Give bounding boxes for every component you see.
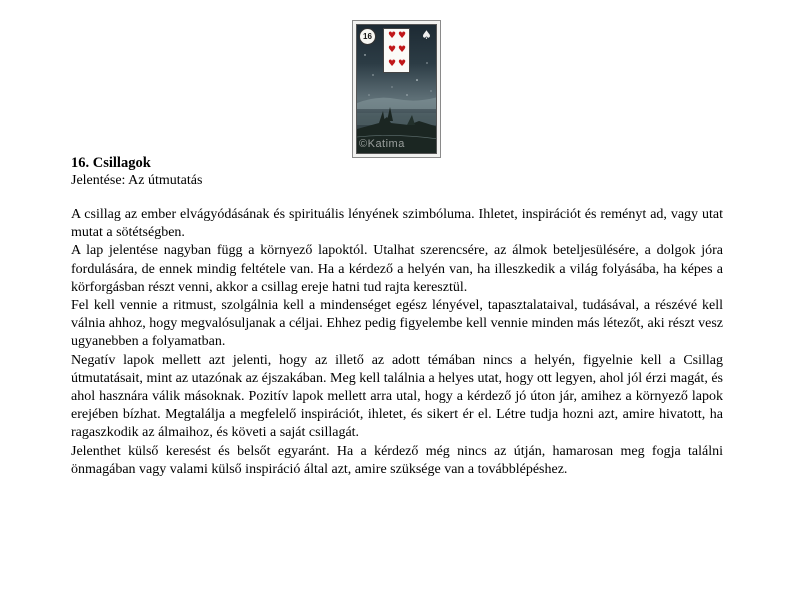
heart-icon: ♥: [398, 59, 407, 69]
heart-icon: ♥: [388, 45, 397, 55]
lenormand-card-image: [352, 20, 441, 158]
heart-icon: ♥: [398, 31, 407, 41]
heart-icon: ♥: [388, 59, 397, 69]
card-number: 16: [359, 28, 376, 45]
card-night-scene: [356, 24, 437, 154]
paragraph: A csillag az ember elvágyódásának és spirituális lényének szimbóluma. Ihletet, inspirációt és reményt ad, vagy utat mutat a sötétségben.: [71, 207, 723, 241]
paragraph: Negatív lapok mellett azt jelenti, hogy az illető az adott témában nincs a helyén, figyelnie kell a Csillag útmutatásait, mint az utazónak az éjszakában. Meg kell találnia a helyes utat, hogy ott legyen, ahol jól érzi magát, és ahol hasznára válik másoknak. Pozitív lapok mellett arra utal, hogy a kérdező jó úton jár, amihez a környező lapok erejében bízhat. Megtalálja a megfelelő inspirációt, ihletet, és sikert ér el. Létre tudja hozni azt, amire hivatott, ha ragaszkodik az álmaihoz, és követi a saját csillagát.: [71, 352, 723, 441]
spade-icon: ♠: [421, 28, 432, 42]
six-of-hearts-inset: [383, 28, 410, 73]
card-meaning: Jelentése: Az útmutatás: [71, 173, 203, 188]
paragraph: Fel kell vennie a ritmust, szolgálnia kell a mindenséget egész lényével, tapasztalataival, tudásával, a részévé kell válnia ahhoz, hogy megvalósuljanak a céljai. Ehhez pedig figyelembe kell vennie minden más létezőt, aki részt vesz ugyanebben a folyamatban.: [71, 298, 723, 350]
heart-icon: ♥: [398, 45, 407, 55]
card-description: [71, 155, 723, 479]
heart-icon: ♥: [388, 31, 397, 41]
paragraph: A lap jelentése nagyban függ a környező lapoktól. Utalhat szerencsére, az álmok beteljesülésére, a dolgok jóra fordulására, de ennek mindig feltétele van. Ha a kérdező a helyén van, ha illeszkedik a világ folyásába, ha képes a körforgásban részt venni, akkor a csillag ereje hatni tud rajta keresztül.: [71, 243, 723, 295]
copyright-watermark: ©Katima: [359, 138, 405, 150]
card-title: 16. Csillagok: [71, 155, 151, 171]
paragraph: Jelenthet külső keresést és belsőt egyaránt. Ha a kérdező még nincs az útján, hamarosan meg fogja találni önmagában vagy valami külső inspiráció által azt, amire szüksége van a továbblépéshez.: [71, 443, 723, 477]
